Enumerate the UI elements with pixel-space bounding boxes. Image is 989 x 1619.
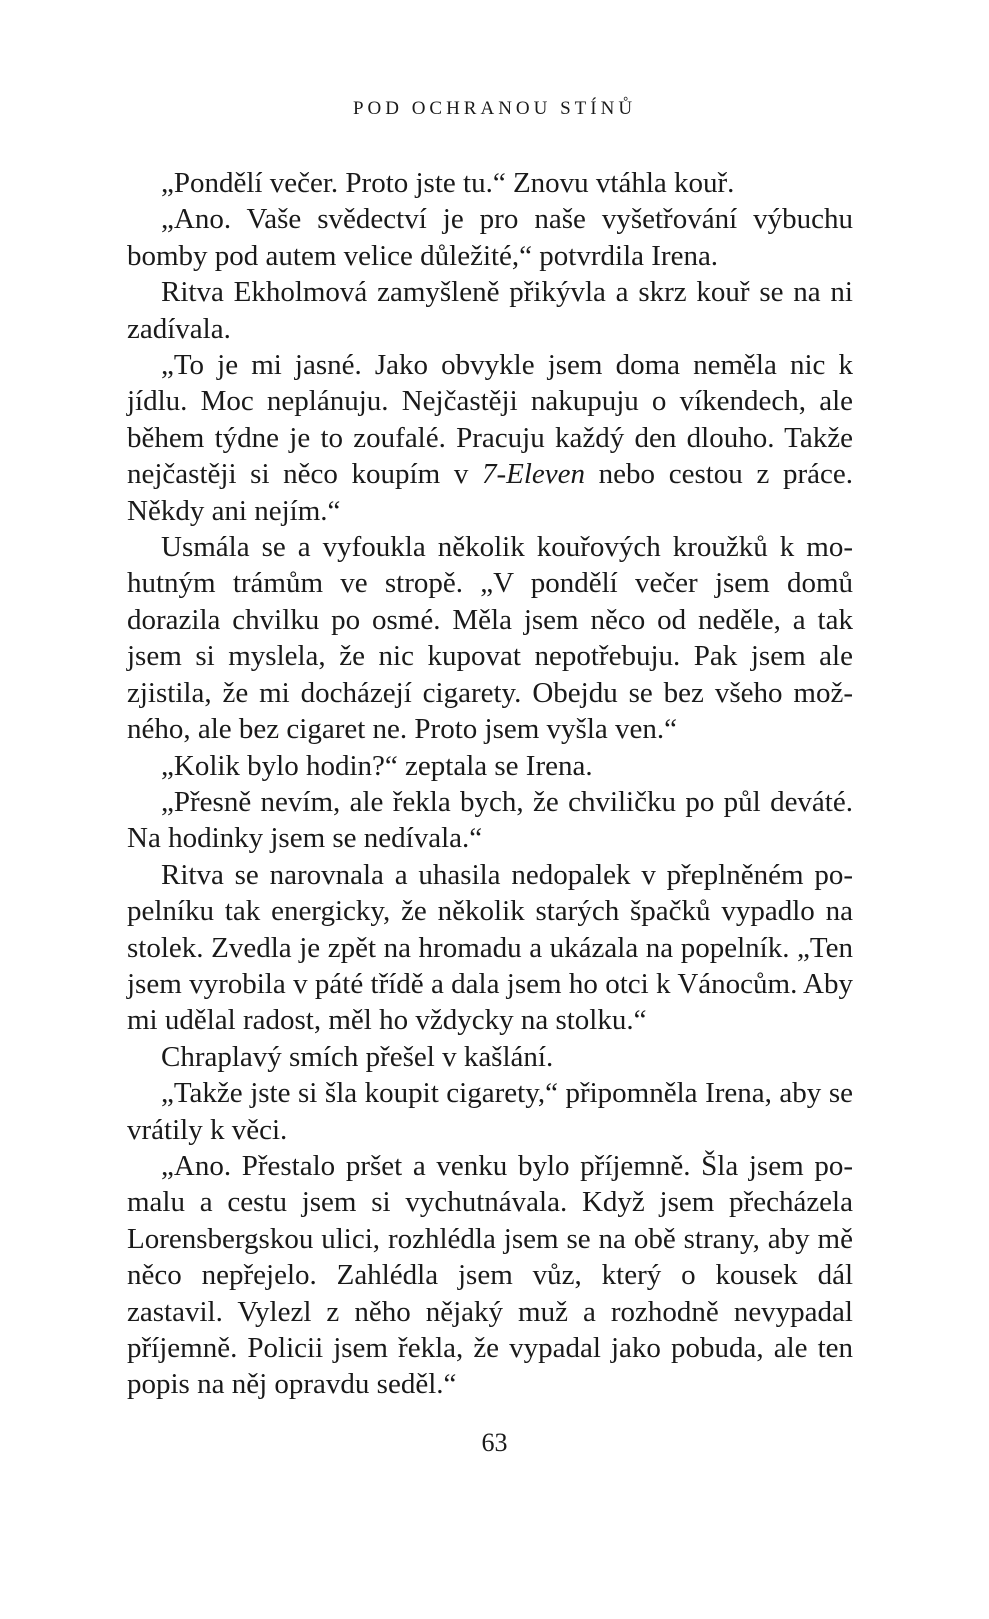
paragraph-text: „To je mi jasné. Jako obvykle jsem doma neměla nic k jídlu. Moc neplánuju. Nejčastěji nakupuju o víkendech, ale během týdne je to zoufalé. Pracuju každý den dlouho. Takže nejčastěji si něco koupím v <box>127 349 853 491</box>
paragraph: „Přesně nevím, ale řekla bych, že chviličku po půl deváté. Na hodinky jsem se nedívala.“ <box>127 785 853 855</box>
body-text <box>127 165 853 1403</box>
paragraph: Ritva se narovnala a uhasila nedopalek v přeplněném popelníku tak energicky, že několik starých špačků vypadlo na stolek. Zvedla je zpět na hromadu a ukázala na popelník. „Ten jsem vyrobila v páté třídě a dala jsem ho otci k Vánocům. Aby mi udělal radost, měl ho vždycky na stolku.“ <box>127 858 853 1037</box>
page-number: 63 <box>481 1428 508 1457</box>
paragraph-text: nebo cestou z práce. Někdy ani nejím.“ <box>127 458 854 527</box>
paragraph: Ritva Ekholmová zamyšleně přikývla a skrz kouř se na ni zadívala. <box>127 276 853 345</box>
paragraph: „Kolik bylo hodin?“ zeptala se Irena. <box>161 749 593 782</box>
paragraph: „Ano. Vaše svědectví je pro naše vyšetřování výbuchu bomby pod autem velice důležité,“ potvrdila Irena. <box>127 203 853 272</box>
running-head: POD OCHRANOU STÍNŮ <box>352 98 637 119</box>
paragraph: „Ano. Přestalo pršet a venku bylo příjemně. Šla jsem pomalu a cestu jsem si vychutnávala. Když jsem přecházela Lorensbergskou ulici, rozhlédla jsem se na obě strany, aby mě něco nepřejelo. Zahlédla jsem vůz, který o kousek dál zastavil. Vylezl z něho nějaký muž a rozhodně nevypadal příjemně. Policii jsem řekla, že vypadal jako pobuda, ale ten popis na něj opravdu seděl.“ <box>127 1149 853 1401</box>
paragraph: „Takže jste si šla koupit cigarety,“ připomněla Irena, aby se vrátily k věci. <box>127 1077 853 1146</box>
paragraph: Chraplavý smích přešel v kašlání. <box>161 1040 554 1073</box>
paragraph: Usmála se a vyfoukla několik kouřových kroužků k mohutným trámům ve stropě. „V pondělí večer jsem domů dorazila chvilku po osmé. Měla jsem něco od neděle, a tak jsem si myslela, že nic kupovat nepotřebuju. Pak jsem ale zjistila, že mi docházejí cigarety. Obejdu se bez všeho možného, ale bez cigaret ne. Proto jsem vyšla ven.“ <box>127 531 853 746</box>
paragraph <box>127 347 853 529</box>
store-name: 7-Eleven <box>481 458 586 491</box>
paragraph: „Pondělí večer. Proto jste tu.“ Znovu vtáhla kouř. <box>161 167 735 199</box>
